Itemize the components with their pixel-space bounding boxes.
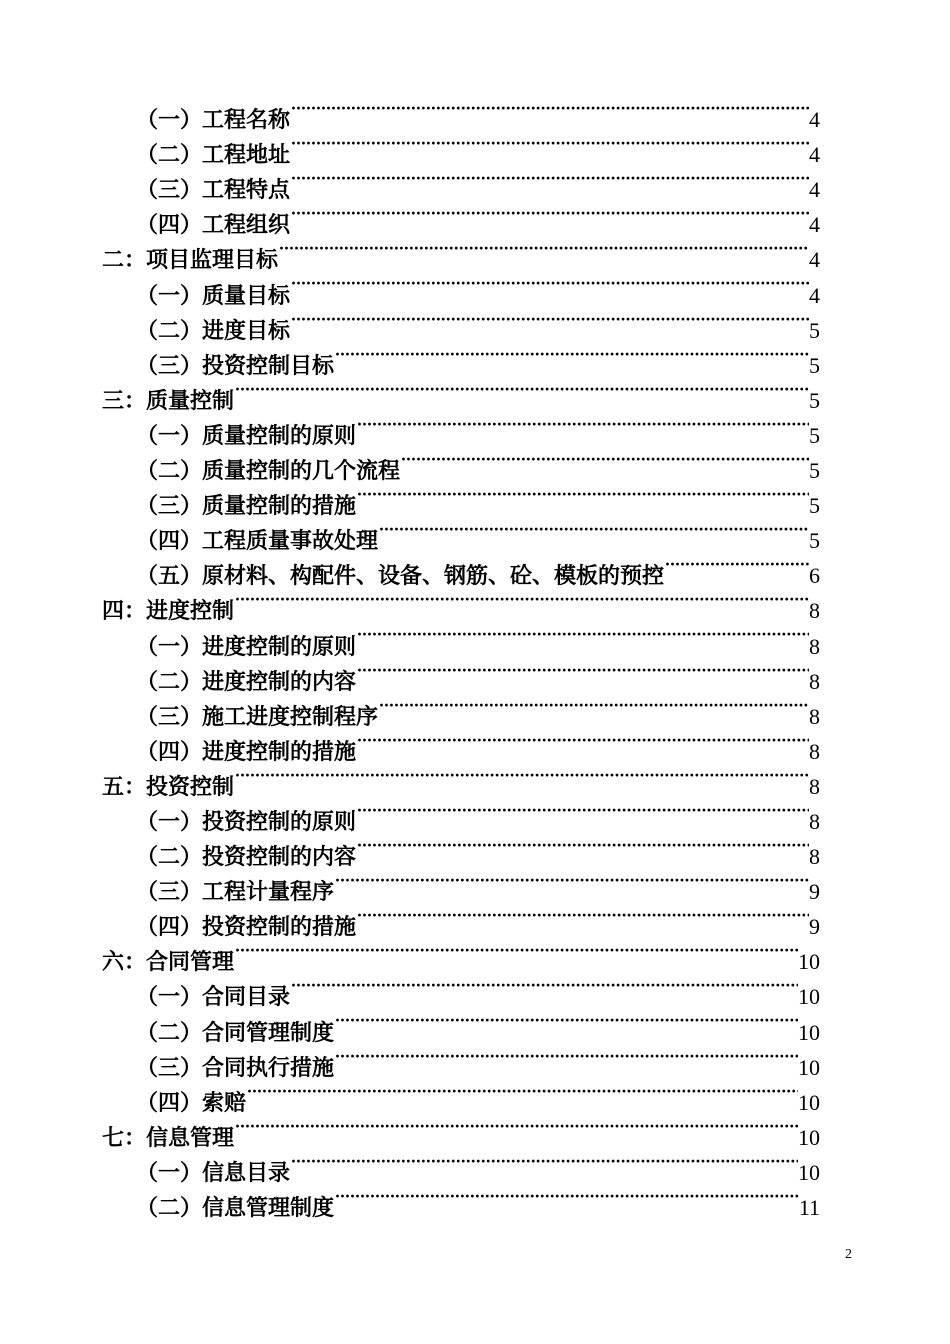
toc-dot-leader: [246, 1075, 798, 1110]
toc-entry-label: （五）原材料、构配件、设备、钢筋、砼、模板的预控: [136, 563, 665, 590]
toc-entry-label: （三）工程特点: [136, 177, 291, 204]
toc-dot-leader: [356, 794, 809, 829]
toc-dot-leader: [234, 373, 809, 408]
toc-entry-page: 8: [809, 738, 820, 764]
toc-dot-leader: [356, 408, 809, 443]
toc-entry-label: （四）进度控制的措施: [136, 738, 357, 765]
toc-entry-label: （一）合同目录: [136, 984, 291, 1011]
toc-dot-leader: [334, 338, 809, 373]
page-number: 2: [845, 1247, 852, 1262]
toc-entry-page: 4: [809, 107, 820, 133]
toc-entry-label: 四：进度控制: [102, 598, 235, 625]
toc-entry-page: 4: [809, 142, 820, 168]
toc-dot-leader: [378, 513, 809, 548]
toc-entry-page: 10: [798, 1089, 820, 1115]
toc-entry-page: 8: [809, 598, 820, 624]
toc-entry-page: 4: [809, 212, 820, 238]
toc-entry-label: （二）合同管理制度: [136, 1019, 335, 1046]
toc-entry-page: 5: [809, 458, 820, 484]
toc-dot-leader: [234, 934, 798, 969]
toc-dot-leader: [234, 1110, 798, 1145]
toc-entry-label: （三）合同执行措施: [136, 1054, 335, 1081]
toc-entry-label: （一）质量目标: [136, 282, 291, 309]
toc-dot-leader: [290, 303, 809, 338]
toc-entry-page: 5: [809, 317, 820, 343]
toc-entry-label: （四）工程组织: [136, 212, 291, 239]
toc-entry-label: （二）进度目标: [136, 317, 291, 344]
toc-entry-page: 9: [809, 914, 820, 940]
toc-entry-page: 5: [809, 528, 820, 554]
toc-entry-page: 4: [809, 177, 820, 203]
toc-dot-leader: [290, 1145, 798, 1180]
toc-dot-leader: [356, 724, 809, 759]
toc-entry-page: 5: [809, 493, 820, 519]
toc-entry-page: 6: [809, 563, 820, 589]
toc-dot-leader: [334, 1004, 798, 1039]
toc-entry-page: 8: [809, 633, 820, 659]
toc-entry-label: 五：投资控制: [102, 773, 235, 800]
toc-entry-page: 10: [798, 1124, 820, 1150]
toc-entry-label: （二）工程地址: [136, 142, 291, 169]
toc-dot-leader: [664, 548, 809, 583]
toc-entry-label: （二）进度控制的内容: [136, 668, 357, 695]
toc-dot-leader: [356, 478, 809, 513]
toc-dot-leader: [334, 864, 809, 899]
toc-dot-leader: [356, 654, 809, 689]
toc-dot-leader: [290, 127, 809, 162]
toc-entry-label: （三）施工进度控制程序: [136, 703, 379, 730]
toc-entry-label: （四）索赔: [136, 1089, 247, 1116]
toc-dot-leader: [400, 443, 809, 478]
toc-entry-page: 5: [809, 422, 820, 448]
toc-dot-leader: [290, 969, 798, 1004]
toc-entry-label: （二）投资控制的内容: [136, 844, 357, 871]
toc-entry-page: 8: [809, 844, 820, 870]
toc-entry-page: 5: [809, 387, 820, 413]
table-of-contents: [102, 92, 820, 1221]
toc-dot-leader: [356, 829, 809, 864]
toc-dot-leader: [356, 899, 809, 934]
toc-entry-label: 三：质量控制: [102, 387, 235, 414]
toc-dot-leader: [234, 583, 809, 618]
toc-entry-label: （一）信息目录: [136, 1159, 291, 1186]
toc-entry-page: 8: [809, 773, 820, 799]
toc-entry-page: 10: [798, 1054, 820, 1080]
toc-entry-label: （二）质量控制的几个流程: [136, 458, 401, 485]
toc-entry-label: （一）投资控制的原则: [136, 808, 357, 835]
toc-entry-page: 11: [798, 1195, 820, 1220]
toc-entry-label: 二：项目监理目标: [102, 247, 279, 274]
toc-entry-label: （四）工程质量事故处理: [136, 528, 379, 555]
toc-entry-page: 9: [809, 879, 820, 905]
toc-entry-page: 8: [809, 808, 820, 834]
toc-entry-label: 六：合同管理: [102, 949, 235, 976]
toc-entry-label: （四）投资控制的措施: [136, 914, 357, 941]
toc-dot-leader: [356, 618, 809, 653]
toc-dot-leader: [290, 197, 809, 232]
toc-entry-page: 10: [798, 949, 820, 975]
toc-entry-label: （一）质量控制的原则: [136, 422, 357, 449]
toc-dot-leader: [278, 232, 809, 267]
toc-dot-leader: [334, 1180, 799, 1215]
toc-dot-leader: [334, 1040, 798, 1075]
toc-entry-page: 4: [809, 282, 820, 308]
toc-entry-label: （三）投资控制目标: [136, 352, 335, 379]
toc-entry-page: 5: [809, 352, 820, 378]
toc-dot-leader: [290, 162, 809, 197]
toc-dot-leader: [290, 267, 809, 302]
toc-dot-leader: [378, 689, 809, 724]
toc-entry-page: 4: [809, 247, 820, 273]
toc-entry-page: 10: [798, 1019, 820, 1045]
toc-entry[interactable]: [102, 92, 820, 134]
toc-entry-page: 8: [809, 668, 820, 694]
toc-entry-label: （三）质量控制的措施: [136, 493, 357, 520]
toc-entry-page: 10: [798, 1159, 820, 1185]
toc-entry-page: 10: [798, 984, 820, 1010]
toc-entry-label: （一）进度控制的原则: [136, 633, 357, 660]
toc-entry-label: （二）信息管理制度: [136, 1195, 335, 1221]
toc-entry-page: 8: [809, 703, 820, 729]
toc-dot-leader: [234, 759, 809, 794]
toc-dot-leader: [290, 92, 809, 127]
toc-entry-label: （三）工程计量程序: [136, 879, 335, 906]
toc-entry-label: 七：信息管理: [102, 1124, 235, 1151]
toc-entry-label: （一）工程名称: [136, 107, 291, 134]
